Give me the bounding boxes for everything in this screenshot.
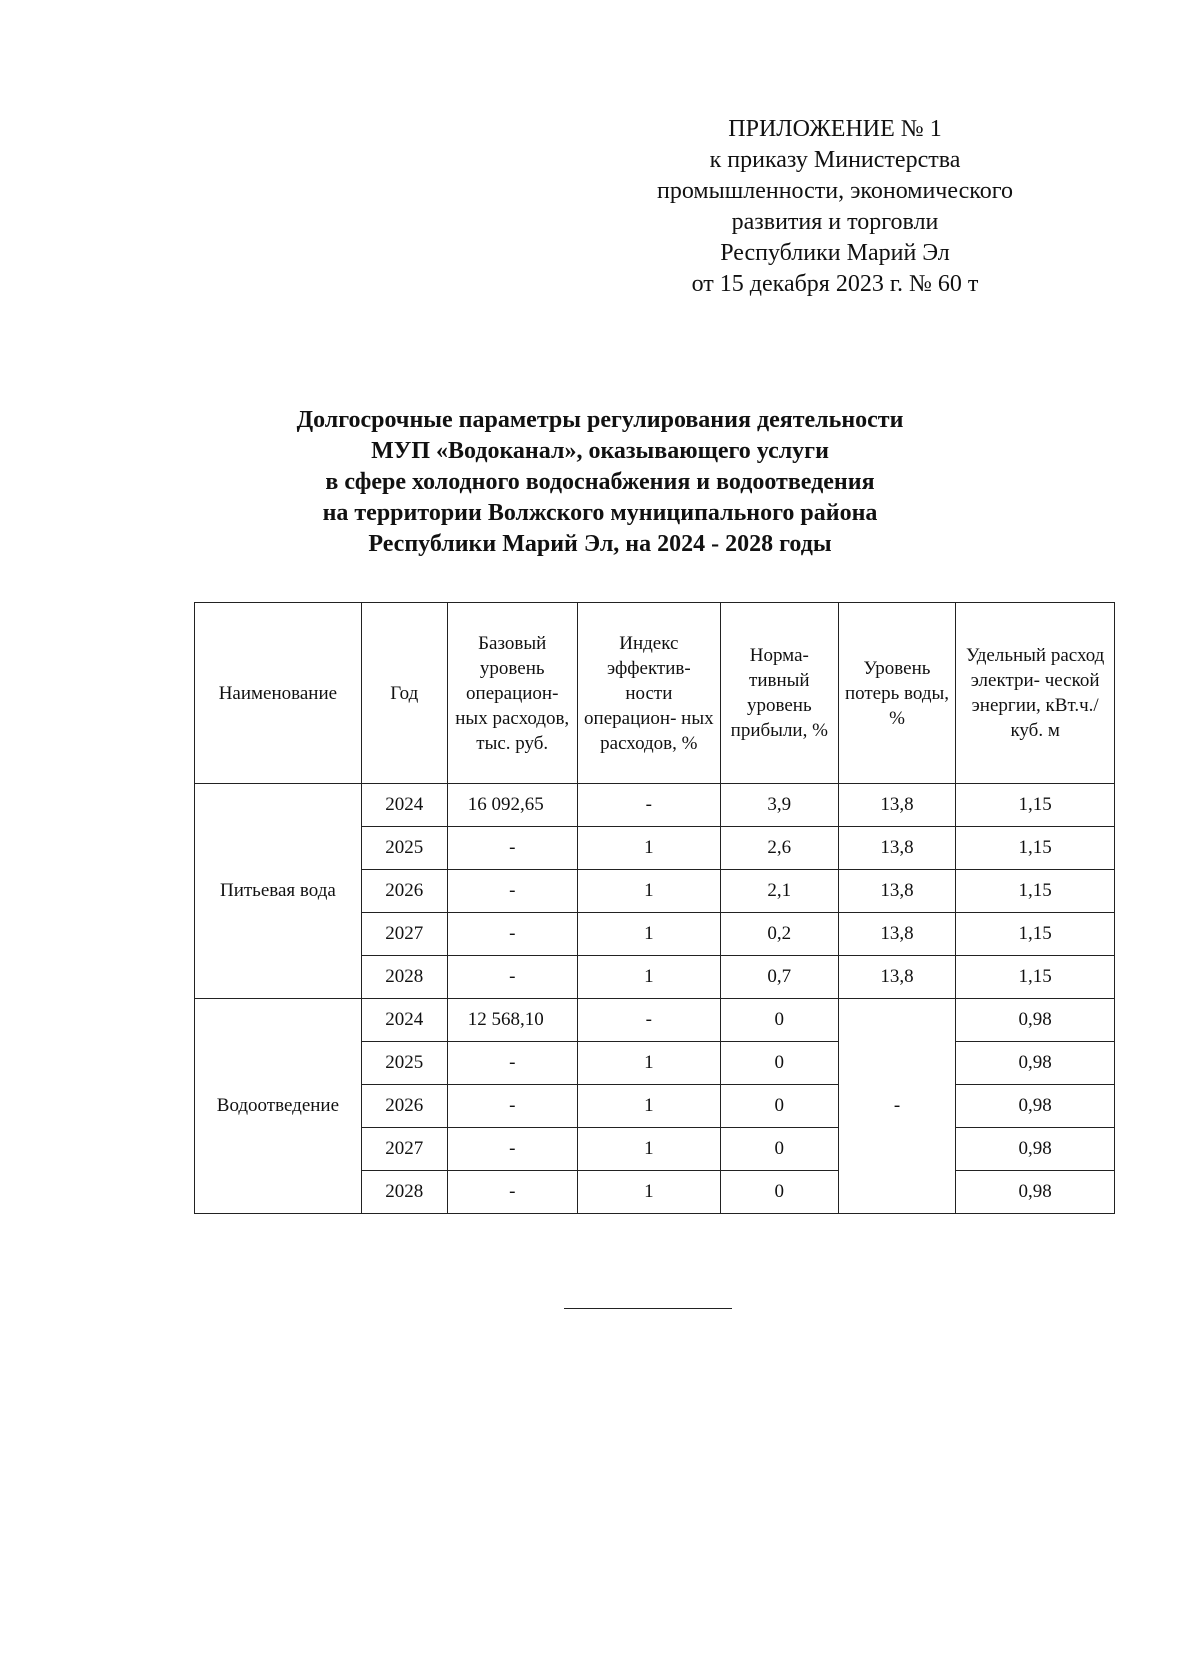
cell-energy: 1,15 bbox=[956, 956, 1115, 999]
end-divider bbox=[564, 1308, 732, 1309]
cell-base: - bbox=[447, 1171, 577, 1214]
cell-index: - bbox=[577, 784, 720, 827]
cell-base: - bbox=[447, 870, 577, 913]
cell-loss: 13,8 bbox=[838, 784, 956, 827]
header-base-level: Базовый уровень операцион- ных расходов, тыс. руб. bbox=[447, 603, 577, 784]
appendix-line: ПРИЛОЖЕНИЕ № 1 bbox=[728, 116, 942, 142]
cell-year: 2024 bbox=[361, 999, 447, 1042]
appendix-line: к приказу Министерства bbox=[709, 147, 961, 173]
cell-index: 1 bbox=[577, 1171, 720, 1214]
cell-loss: - bbox=[838, 999, 956, 1214]
cell-base: - bbox=[447, 1128, 577, 1171]
cell-index: 1 bbox=[577, 1128, 720, 1171]
cell-base: - bbox=[447, 913, 577, 956]
cell-base: - bbox=[447, 1085, 577, 1128]
header-efficiency-index: Индекс эффектив- ности операцион- ных расходов, % bbox=[577, 603, 720, 784]
cell-profit: 0 bbox=[720, 1042, 838, 1085]
cell-profit: 0,2 bbox=[720, 913, 838, 956]
cell-energy: 1,15 bbox=[956, 784, 1115, 827]
appendix-header bbox=[620, 114, 1050, 300]
cell-base: - bbox=[447, 1042, 577, 1085]
cell-year: 2027 bbox=[361, 913, 447, 956]
title-line: в сфере холодного водоснабжения и водоотведения bbox=[325, 469, 875, 495]
parameters-table bbox=[194, 602, 1115, 1214]
cell-profit: 0 bbox=[720, 999, 838, 1042]
cell-profit: 0 bbox=[720, 1085, 838, 1128]
table-row bbox=[195, 784, 1115, 827]
cell-energy: 0,98 bbox=[956, 1085, 1115, 1128]
cell-energy: 0,98 bbox=[956, 999, 1115, 1042]
header-name: Наименование bbox=[195, 603, 362, 784]
title-line: Долгосрочные параметры регулирования деятельности bbox=[296, 407, 904, 433]
cell-profit: 0,7 bbox=[720, 956, 838, 999]
cell-index: 1 bbox=[577, 827, 720, 870]
cell-base: - bbox=[447, 956, 577, 999]
cell-energy: 0,98 bbox=[956, 1042, 1115, 1085]
cell-base: 12 568,10 bbox=[447, 999, 577, 1042]
cell-energy: 1,15 bbox=[956, 870, 1115, 913]
cell-loss: 13,8 bbox=[838, 870, 956, 913]
appendix-line: промышленности, экономического bbox=[657, 178, 1013, 204]
cell-index: 1 bbox=[577, 1085, 720, 1128]
cell-year: 2025 bbox=[361, 1042, 447, 1085]
cell-index: - bbox=[577, 999, 720, 1042]
cell-loss: 13,8 bbox=[838, 827, 956, 870]
cell-profit: 0 bbox=[720, 1128, 838, 1171]
cell-energy: 1,15 bbox=[956, 913, 1115, 956]
appendix-line: Республики Марий Эл bbox=[720, 240, 950, 266]
header-water-loss: Уровень потерь воды, % bbox=[838, 603, 956, 784]
group-name: Водоотведение bbox=[195, 999, 362, 1214]
title-line: Республики Марий Эл, на 2024 - 2028 годы bbox=[368, 531, 832, 557]
cell-loss: 13,8 bbox=[838, 956, 956, 999]
header-profit-level: Норма- тивный уровень прибыли, % bbox=[720, 603, 838, 784]
cell-index: 1 bbox=[577, 956, 720, 999]
cell-energy: 0,98 bbox=[956, 1128, 1115, 1171]
cell-year: 2028 bbox=[361, 956, 447, 999]
cell-energy: 0,98 bbox=[956, 1171, 1115, 1214]
document-title bbox=[150, 405, 1050, 560]
cell-profit: 2,6 bbox=[720, 827, 838, 870]
appendix-line: развития и торговли bbox=[731, 209, 939, 235]
cell-index: 1 bbox=[577, 913, 720, 956]
cell-profit: 0 bbox=[720, 1171, 838, 1214]
title-line: на территории Волжского муниципального района bbox=[322, 500, 878, 526]
cell-year: 2026 bbox=[361, 1085, 447, 1128]
header-year: Год bbox=[361, 603, 447, 784]
header-energy-consumption: Удельный расход электри- ческой энергии, кВт.ч./куб. м bbox=[956, 603, 1115, 784]
cell-energy: 1,15 bbox=[956, 827, 1115, 870]
cell-profit: 3,9 bbox=[720, 784, 838, 827]
cell-base: 16 092,65 bbox=[447, 784, 577, 827]
cell-year: 2028 bbox=[361, 1171, 447, 1214]
cell-index: 1 bbox=[577, 870, 720, 913]
cell-index: 1 bbox=[577, 1042, 720, 1085]
cell-profit: 2,1 bbox=[720, 870, 838, 913]
cell-base: - bbox=[447, 827, 577, 870]
group-name: Питьевая вода bbox=[195, 784, 362, 999]
cell-year: 2027 bbox=[361, 1128, 447, 1171]
appendix-line: от 15 декабря 2023 г. № 60 т bbox=[691, 271, 979, 297]
cell-year: 2025 bbox=[361, 827, 447, 870]
table-row bbox=[195, 999, 1115, 1042]
title-line: МУП «Водоканал», оказывающего услуги bbox=[371, 438, 829, 464]
header-row bbox=[195, 603, 1115, 784]
cell-loss: 13,8 bbox=[838, 913, 956, 956]
cell-year: 2026 bbox=[361, 870, 447, 913]
cell-year: 2024 bbox=[361, 784, 447, 827]
